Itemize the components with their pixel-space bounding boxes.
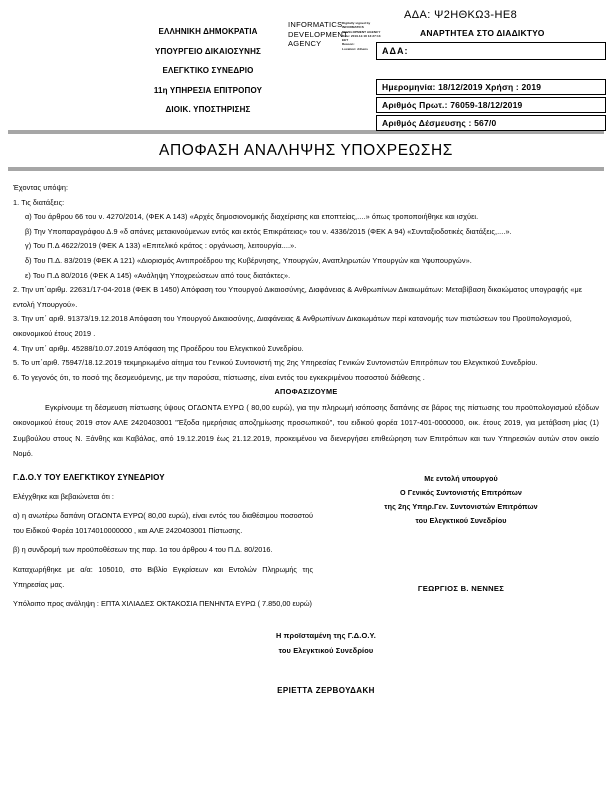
clause-a: α) η ανωτέρω δαπάνη ΟΓΔΟΝΤΑ ΕΥΡΩ( 80,00 ευρώ), είναι εντός του διαθέσιμου ποσοστού του Ειδικού Φορέα 10174010000000 , και ΑΛΕ 2420403001 Πίστωσης. [13, 510, 313, 536]
item-1e: ε) Του Π.Δ 80/2016 (ΦΕΚ Α 145) «Ανάληψη Υποχρεώσεων από τους διατάκτες». [25, 270, 291, 280]
decision-heading: ΑΠΟΦΑΣΙΖΟΥΜΕ [274, 387, 338, 397]
by-order-label: Με εντολή υπουργού [424, 473, 498, 483]
issuing-organization [128, 22, 288, 120]
signer-role-line-2: της 2ης Υπηρ.Γεν. Συντονιστών Επιτρόπων [384, 501, 538, 511]
org-line-5: ΔΙΟΙΚ. ΥΠΟΣΤΗΡΙΣΗΣ [165, 105, 251, 114]
authority-signature-column [323, 470, 599, 616]
ada-code: ΑΔΑ: Ψ2ΗΘΚΩ3-ΗΕ8 [404, 9, 518, 21]
ada-field-box: ΑΔΑ: [376, 42, 606, 60]
final-signer-role-2: του Ελεγκτικού Συνεδρίου [278, 645, 374, 655]
gdoy-column [13, 470, 313, 616]
item-5: 5. Το υπ΄αριθ. 75947/18.12.2019 τεκμηριωμένο αίτημα του Γενικού Συντονιστή της 2ης Υπηρεσίας Γενικών Συντονιστών Επιτρόπων του Ελεγκτικού Συνεδρίου. [13, 358, 538, 368]
sig-detail-line: Date: 2019.12.18 13:27:13 [342, 33, 381, 38]
protocol-field-box: Αριθμός Πρωτ.: 76059-18/12/2019 [376, 97, 606, 113]
item-1d: δ) Του Π.Δ. 83/2019 (ΦΕΚ Α 121) «Διορισμός Αντιπροέδρου της Κυβέρνησης, Υπουργών, Αναπληρωτών Υπουργών και Υφυπουργών». [25, 255, 472, 265]
item-1-label: 1. Τις διατάξεις: [13, 197, 65, 207]
date-field-box: Ημερομηνία: 18/12/2019 Χρήση : 2019 [376, 79, 606, 95]
signer-role-line-3: του Ελεγκτικού Συνεδρίου [415, 515, 507, 525]
item-1a: α) Του άρθρου 66 του ν. 4270/2014, (ΦΕΚ Α 143) «Αρχές δημοσιονομικής διαχείρισης και εποπτείας,....» όπως τροποποιήθηκε και ισχύει. [25, 212, 479, 222]
org-line-1: ΕΛΛΗΝΙΚΗ ΔΗΜΟΚΡΑΤΙΑ [158, 27, 258, 36]
item-1b: β) Την Υποπαραγράφου Δ.9 «δ απάνες μετακινούμενων εντός και εκτός Επικράτειας» του ν. 4336/2015 (ΦΕΚ Α 94) «Συνταξιοδοτικές διατάξεις,....». [25, 226, 512, 236]
clause-b: β) η συνδρομή των προϋποθέσεων της παρ. 1α του άρθρου 4 του Π.Δ. 80/2016. [13, 545, 273, 555]
ida-agency-name: INFORMATICS DEVELOPMENT AGENCY [288, 20, 348, 48]
decision-text [13, 400, 599, 462]
final-signature-block [0, 629, 612, 699]
item-4: 4. Την υπ΄ αριθμ. 45288/10.07.2019 Απόφαση της Προέδρου του Ελεγκτικού Συνεδρίου. [13, 343, 304, 353]
item-3: 3. Την υπ΄ αριθ. 91373/19.12.2018 Απόφαση του Υπουργού Δικαιοσύνης, Διαφάνειας & Ανθρωπίνων Δικαιωμάτων περί κατανομής των πιστώσεων του Προϋπολογισμού, οικονομικού έτους 2019 . [13, 314, 572, 338]
sig-detail-line: DEVELOPMENT AGENCY [342, 29, 381, 34]
final-signer-name: ΕΡΙΕΤΤΑ ΖΕΡΒΟΥΔΑΚΗ [277, 686, 375, 696]
commitment-field-box: Αριθμός Δέσμευσης : 567/0 [376, 115, 606, 131]
closing-section [0, 462, 612, 616]
preamble: Έχοντας υπόψη: [13, 183, 69, 192]
decision-text-value: Εγκρίνουμε τη δέσμευση πίστωσης ύψους ΟΓΔΟΝΤΑ ΕΥΡΩ ( 80,00 ευρώ), για την πληρωμή ισόποσης δαπάνης σε βάρος της πίστωσης του προϋπολογισμού εξόδων οικονομικού έτους 2019 στον ΑΛΕ 2420403001 "Έξοδα ημερήσιας αποζημίωσης προσωπικού", του ειδικού φορέα 1017-401-0000000, οικ. έτους 2019, για μετάβαση μίας (1) Συμβούλου στους Ν. Ξάνθης και Καβάλας, από 19.12.2019 έως 21.12.2019, προκειμένου να διενεργήσει επιθεώρηση των Επιτρόπων και των Υπηρεσιών αυτών στον οικείο Νομό. [13, 402, 599, 459]
item-6: 6. Το γεγονός ότι, το ποσό της δεσμευόμενης, με την παρούσα, πίστωσης, είναι εντός του εγκεκριμένου ποσοστού διάθεσης . [13, 372, 425, 382]
remaining-amount: Υπόλοιπο προς ανάληψη : ΕΠΤΑ ΧΙΛΙΑΔΕΣ ΟΚΤΑΚΟΣΙΑ ΠΕΝΗΝΤΑ ΕΥΡΩ ( 7.850,00 ευρώ) [13, 598, 312, 608]
sig-detail-line: EET [342, 38, 349, 43]
sig-detail-line: Reason: [342, 42, 355, 47]
sig-detail-line: Digitally signed by [342, 21, 371, 25]
org-line-2: ΥΠΟΥΡΓΕΙΟ ΔΙΚΑΙΟΣΥΝΗΣ [155, 46, 261, 56]
final-signer-role-1: Η προϊσταμένη της Γ.Δ.Ο.Υ. [275, 631, 377, 641]
signer-name: ΓΕΩΡΓΙΟΣ Β. ΝΕΝΝΕΣ [417, 583, 505, 593]
gdoy-heading: Γ.Δ.Ο.Υ ΤΟΥ ΕΛΕΓΚΤΙΚΟΥ ΣΥΝΕΔΡΙΟΥ [13, 472, 165, 482]
sig-detail-line: INFORMATICS [342, 25, 364, 30]
page-title: ΑΠΟΦΑΣΗ ΑΝΑΛΗΨΗΣ ΥΠΟΧΡΕΩΣΗΣ [159, 142, 453, 159]
org-line-4: 11η ΥΠΗΡΕΣΙΑ ΕΠΙΤΡΟΠΟΥ [153, 85, 263, 95]
sig-detail-line: Location: Athens [342, 46, 368, 51]
anartitea-label: ΑΝΑΡΤΗΤΕΑ ΣΤΟ ΔΙΑΔΙΚΤΥΟ [420, 28, 545, 38]
document-body [0, 171, 612, 462]
document-header [0, 0, 612, 128]
org-line-3: ΕΛΕΓΚΤΙΚΟ ΣΥΝΕΔΡΙΟ [162, 66, 254, 75]
registration-note: Καταχωρήθηκε με α/α: 105010, στο Βιβλίο Εγκρίσεων και Εντολών Πληρωμής της Υπηρεσίας μας. [13, 564, 313, 589]
item-2: 2. Την υπ΄αριθμ. 22631/17-04-2018 (ΦΕΚ Β 1450) Απόφαση του Υπουργού Δικαιοσύνης, Διαφάνειας & Ανθρωπίνων Δικαιωμάτων: Μεταβίβαση δικαιώματος υπογραφής «με εντολή Υπουργού». [13, 285, 583, 309]
item-1c: γ) Του Π.Δ 4622/2019 (ΦΕΚ Α 133) «Επιτελικό κράτος : οργάνωση, λειτουργία....». [25, 241, 297, 251]
signer-role-line-1: Ο Γενικός Συντονιστής Επιτρόπων [400, 487, 522, 497]
verified-intro: Ελέγχθηκε και βεβαιώνεται ότι : [13, 491, 114, 501]
